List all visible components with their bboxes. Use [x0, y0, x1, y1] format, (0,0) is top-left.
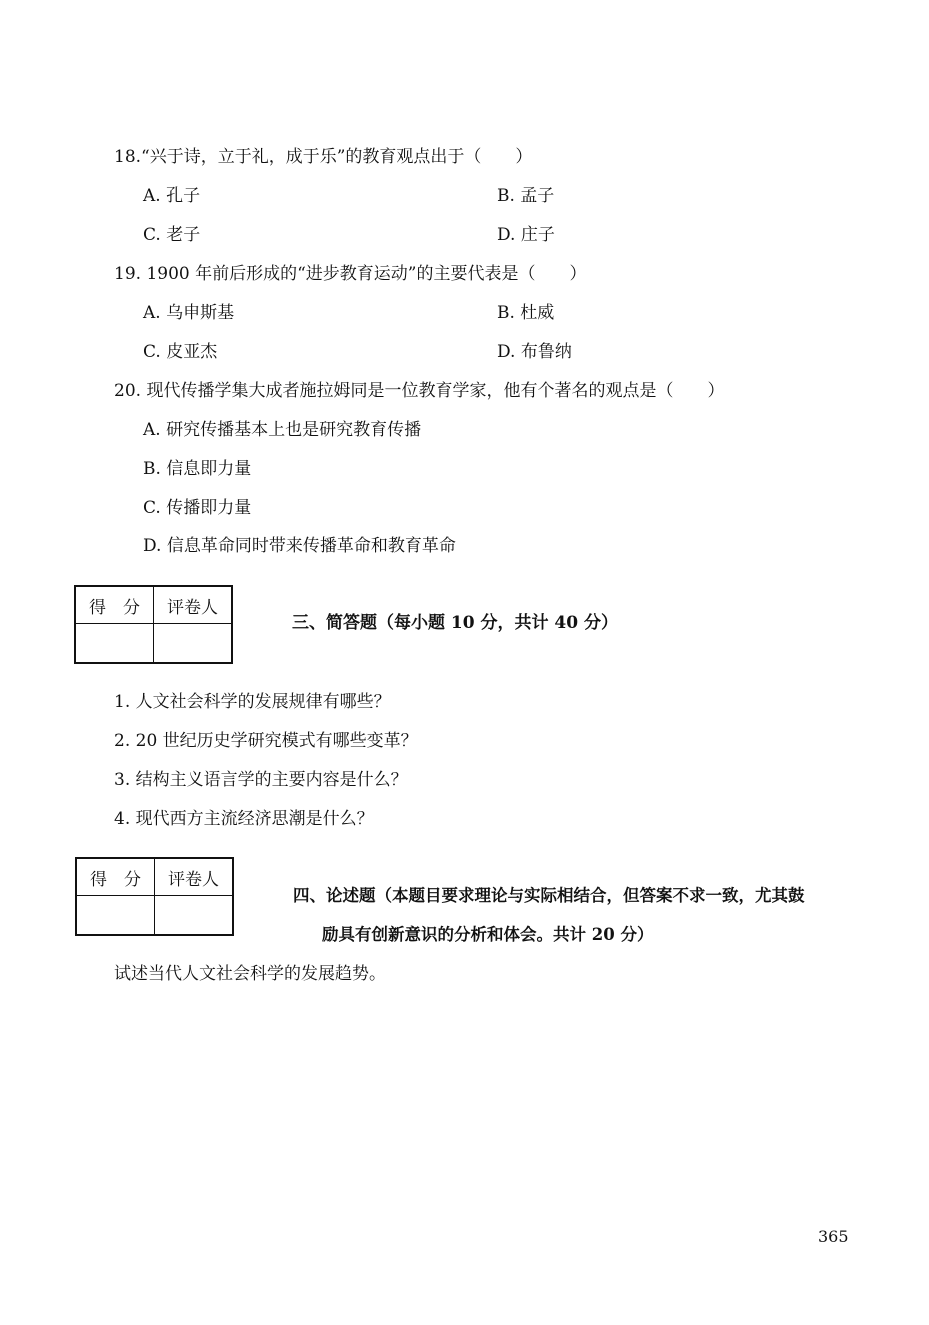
- q19-stem: 19. 1900 年前后形成的“进步教育运动”的主要代表是（ ）: [114, 264, 587, 284]
- score-label: 得 分: [76, 858, 155, 896]
- section3-question-4: 4. 现代西方主流经济思潮是什么？: [114, 809, 374, 829]
- q18-option-d: D. 庄子: [497, 225, 555, 245]
- q19-option-c: C. 皮亚杰: [143, 342, 218, 362]
- grader-cell: [154, 624, 233, 664]
- grader-cell: [155, 896, 234, 936]
- q18-option-b: B. 孟子: [497, 186, 555, 206]
- q18-option-a: A. 孔子: [143, 186, 201, 206]
- page-number: 365: [818, 1227, 849, 1246]
- score-cell: [76, 896, 155, 936]
- section3-question-3: 3. 结构主义语言学的主要内容是什么？: [114, 770, 408, 790]
- grader-label: 评卷人: [155, 858, 234, 896]
- section3-question-2: 2. 20 世纪历史学研究模式有哪些变革？: [114, 731, 418, 751]
- q18-stem: 18.“兴于诗，立于礼，成于乐”的教育观点出于（ ）: [114, 147, 533, 167]
- section4-title-line2: 励具有创新意识的分析和体会。共计 20 分）: [322, 925, 654, 944]
- q19-option-d: D. 布鲁纳: [497, 342, 572, 362]
- section4-question: 试述当代人文社会科学的发展趋势。: [114, 964, 386, 984]
- section3-title: 三、简答题（每小题 10 分，共计 40 分）: [292, 613, 618, 633]
- q20-option-d: D. 信息革命同时带来传播革命和教育革命: [143, 536, 456, 556]
- q20-option-b: B. 信息即力量: [143, 459, 252, 479]
- section3-question-1: 1. 人文社会科学的发展规律有哪些？: [114, 692, 391, 712]
- grader-label: 评卷人: [154, 586, 233, 624]
- section4-title-line1: 四、论述题（本题目要求理论与实际相结合，但答案不求一致，尤其鼓: [293, 886, 805, 905]
- q20-option-c: C. 传播即力量: [143, 498, 252, 518]
- q19-option-a: A. 乌申斯基: [143, 303, 235, 323]
- score-cell: [75, 624, 154, 664]
- score-label: 得 分: [75, 586, 154, 624]
- q20-option-a: A. 研究传播基本上也是研究教育传播: [143, 420, 422, 440]
- score-box-section3: [74, 585, 233, 664]
- score-box-section4: [75, 857, 234, 936]
- q20-stem: 20. 现代传播学集大成者施拉姆同是一位教育学家，他有个著名的观点是（ ）: [114, 381, 725, 401]
- q18-option-c: C. 老子: [143, 225, 201, 245]
- q19-option-b: B. 杜威: [497, 303, 555, 323]
